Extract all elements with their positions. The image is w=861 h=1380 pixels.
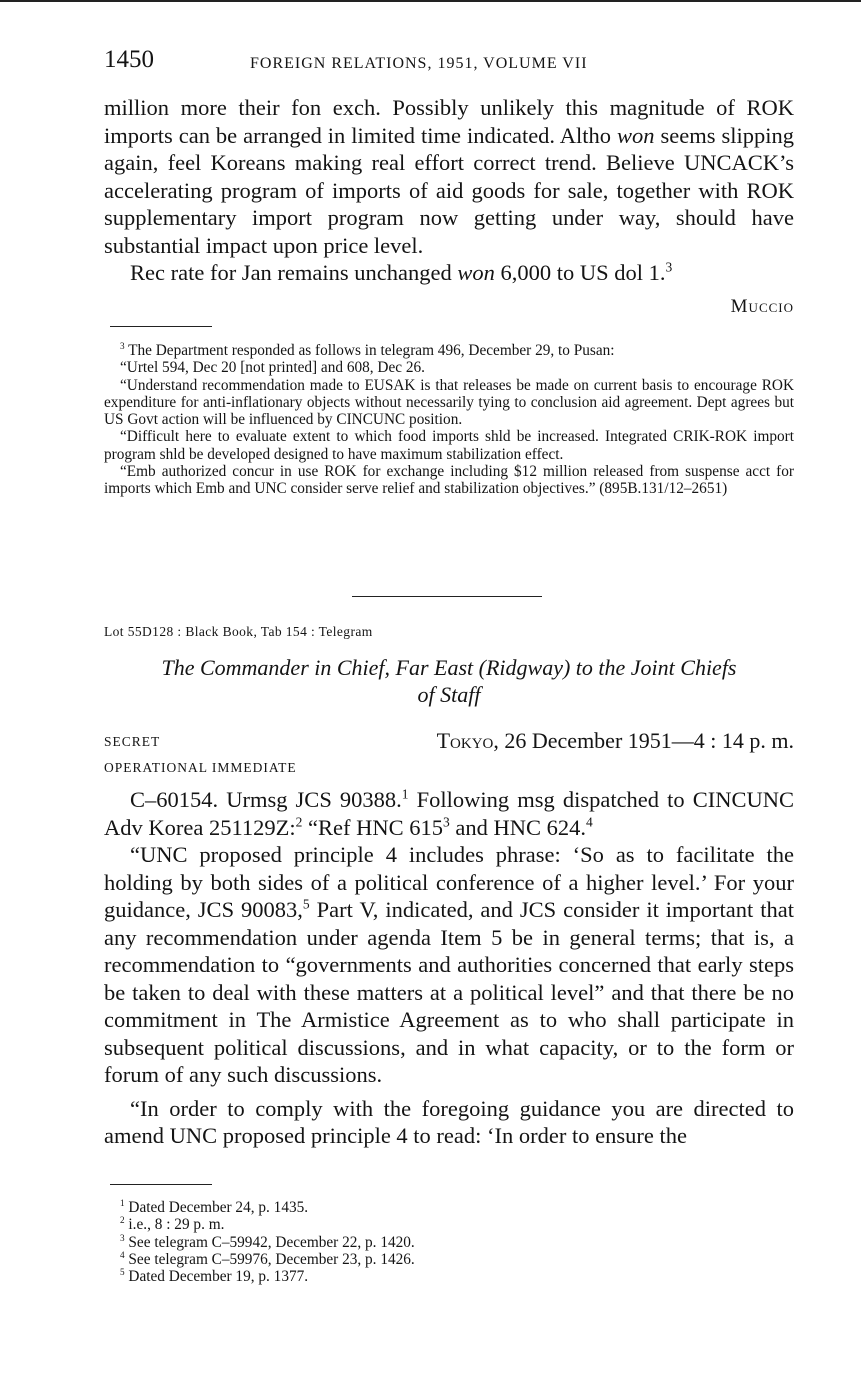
footnote-3 <box>104 342 794 498</box>
text-run: million more their fon exch. Possibly unlikely this magnitude of ROK imports can be arranged in limited time indicated. Altho <box>104 95 794 148</box>
footnote-3-para4: “Emb authorized concur in use ROK for exchange including $12 million released from suspense acct for imports which Emb and UNC consider serve relief and stabilization objectives.” (895B.131/12–2651) <box>104 463 794 498</box>
footnote-marker: 2 <box>120 1215 125 1226</box>
page-header <box>104 46 794 76</box>
text-run: See telegram C–59976, December 23, p. 1426. <box>124 1250 415 1268</box>
page-number: 1450 <box>104 46 154 73</box>
source-line: Lot 55D128 : Black Book, Tab 154 : Telegram <box>104 624 373 639</box>
footnote-3-para3: “Difficult here to evaluate extent to which food imports shld be increased. Integrated CRIK-ROK import program shld be developed designed to have maximum stabilization effect. <box>104 428 794 463</box>
footnote-ref: 3 <box>665 259 673 275</box>
footnote-ref: 2 <box>295 814 303 829</box>
title-line-2: of Staff <box>417 682 481 707</box>
footnote-3-ref <box>104 1234 794 1251</box>
footnote-ref: 5 <box>302 896 310 912</box>
text-run: See telegram C–59942, December 22, p. 1420. <box>124 1233 415 1251</box>
footnote-3-line1: “Urtel 594, Dec 20 [not printed] and 608, Dec 26. <box>120 359 425 377</box>
text-run: Dated December 19, p. 1377. <box>124 1268 309 1286</box>
body-paragraph-3: “In order to comply with the foregoing guidance you are directed to amend UNC proposed principle 4 to read: ‘In order to ensure the <box>104 1095 794 1148</box>
text-run: and HNC 624. <box>449 814 586 840</box>
footnote-marker: 3 <box>120 340 125 351</box>
signature: Muccio <box>730 296 794 317</box>
document-body <box>104 786 794 1150</box>
footnote-ref: 4 <box>585 814 593 829</box>
text-run: seems slipping again, feel Koreans making real effort correct trend. Believe UNCACK’s accelerating program of imports of aid goods for sale, together with ROK supplementary import program now getting under way, should have substantial impact upon price level. <box>104 122 794 258</box>
footnote-rule <box>110 1184 212 1185</box>
date: , 26 December 1951—4 : 14 p. m. <box>493 728 794 753</box>
body-paragraph-2 <box>104 841 794 1089</box>
text-run: C–60154. Urmsg JCS 90388. <box>130 787 402 812</box>
footnote-2 <box>104 1216 794 1233</box>
italic-won: won <box>457 260 495 285</box>
text-run: Dated December 24, p. 1435. <box>124 1199 309 1216</box>
text-run: Part V, indicated, and JCS consider it important that any recommendation under agenda Item 5 be in general terms; that is, a recommendation to “governments and authorities concerned that early steps be taken to deal with these matters at a political level” and that there be no commitment in The Armistice Agreement as to who shall participate in subsequent political discussions, and in what capacity, or to the form or forum of any such discussions. <box>104 897 794 1087</box>
continued-text <box>104 94 794 287</box>
italic-won: won <box>617 122 655 148</box>
running-head: FOREIGN RELATIONS, 1951, VOLUME VII <box>250 55 588 72</box>
footnote-3-para2: “Understand recommendation made to EUSAK is that releases be made on current basis to encourage ROK expenditure for anti-inflationary objects without necessarily tying to conclusion aid agreement. Dept agrees but US Govt action will be influenced by CINCUNC position. <box>104 376 794 429</box>
footnote-marker: 3 <box>120 1232 125 1243</box>
footnotes <box>104 1199 794 1285</box>
place: Tokyo <box>436 728 494 753</box>
footnote-marker: 4 <box>120 1249 125 1260</box>
footnote-3-intro <box>104 342 794 359</box>
body-paragraph-1 <box>104 786 794 841</box>
text-run: 6,000 to US dol 1. <box>494 260 666 285</box>
footnote-4 <box>104 1251 794 1268</box>
text-run: i.e., 8 : 29 p. m. <box>124 1216 225 1234</box>
continued-paragraph <box>104 94 794 259</box>
section-divider <box>352 596 542 597</box>
rec-rate-paragraph <box>104 259 794 287</box>
priority: OPERATIONAL IMMEDIATE <box>104 760 297 775</box>
footnote-ref: 1 <box>401 786 409 802</box>
footnote-marker: 5 <box>120 1267 125 1278</box>
dateline <box>437 728 794 754</box>
title-line-1: The Commander in Chief, Far East (Ridgway) to the Joint Chiefs <box>161 655 737 680</box>
text-run: The Department responded as follows in telegram 496, December 29, to Pusan: <box>124 342 615 359</box>
text-run: Following msg dispatched to CINCUNC Adv Korea 251129Z: <box>104 787 794 840</box>
classification: SECRET <box>104 734 161 749</box>
text-run: “Ref HNC 615 <box>302 814 443 840</box>
footnote-ref: 3 <box>442 814 450 829</box>
text-run: Rec rate for Jan remains unchanged <box>130 260 458 285</box>
footnote-5 <box>104 1268 794 1285</box>
top-border <box>0 0 861 2</box>
document-title <box>104 654 794 708</box>
text-run: “UNC proposed principle 4 includes phrase: ‘So as to facilitate the holding by both sides of a political conference of a higher level.’ For your guidance, JCS 90083, <box>104 842 794 922</box>
footnote-marker: 1 <box>120 1197 125 1208</box>
footnote-1 <box>104 1199 794 1216</box>
footnote-rule <box>110 326 212 327</box>
